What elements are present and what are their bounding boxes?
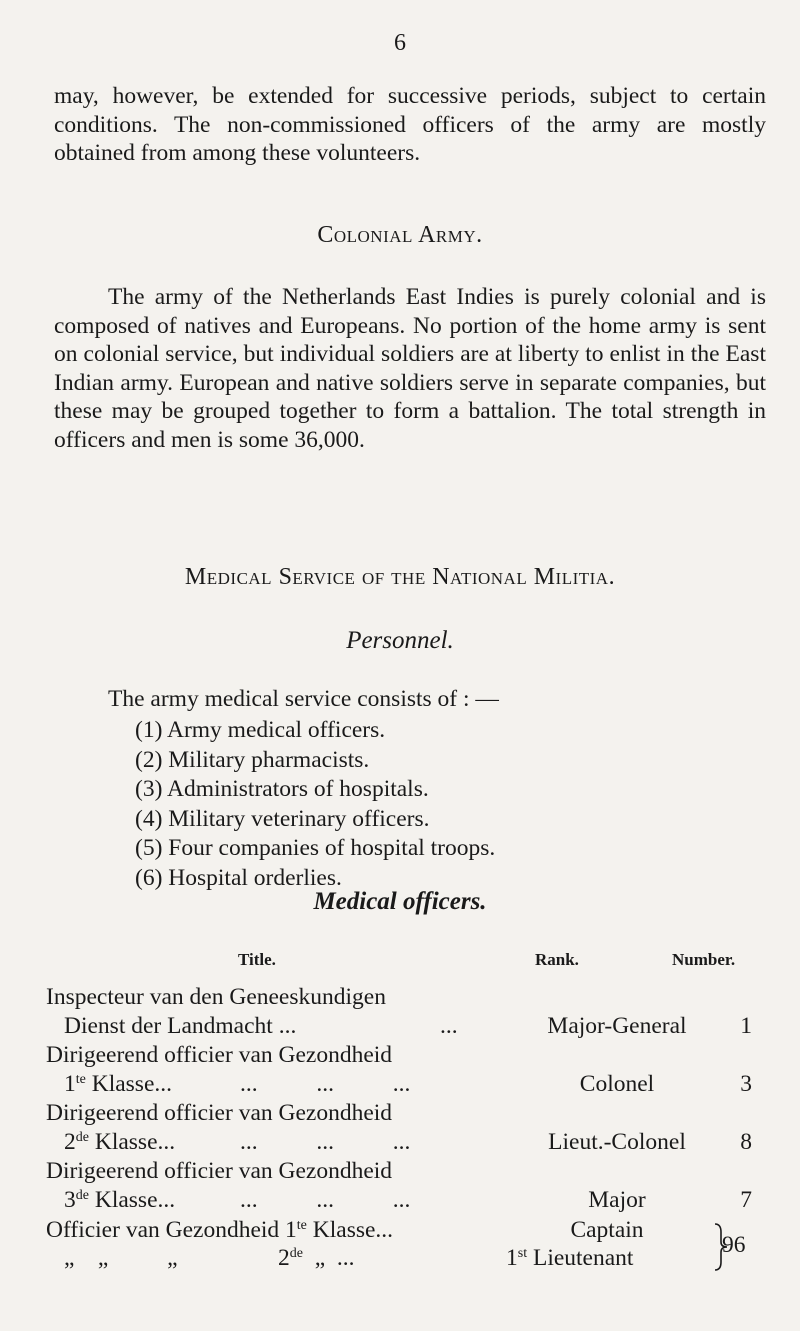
list-item: (1) Army medical officers. <box>135 717 386 743</box>
row-title-ditto: „ „ „ <box>64 1245 178 1271</box>
row-rank: Major <box>588 1187 646 1213</box>
row-number: 8 <box>740 1129 752 1155</box>
colonial-army-paragraph: The army of the Netherlands East Indies is purely colonial and is composed of natives and Europeans. No portion of the home army is sent on colonial service, but individual soldiers are at liberty to enlist in the East Indian army. European and native soldiers serve in separate companies, but these may be grouped together to form a battalion. The total strength in officers and men is some 36,000. <box>54 284 766 453</box>
row-title: Officier van Gezondheid $1^{te}$ Klasse... <box>46 1217 394 1243</box>
row-dots: ... ... ... <box>240 1129 411 1155</box>
row-title-line1: Dirigeerend officier van Gezondheid <box>46 1100 393 1126</box>
column-header-number: Number. <box>672 950 736 969</box>
row-rank: Lieut.-Colonel <box>548 1129 686 1155</box>
row-title-grade: 2de „ ... <box>278 1245 355 1271</box>
list-item: (2) Military pharmacists. <box>135 746 370 773</box>
row-rank: 1st Lieutenant <box>506 1245 634 1271</box>
row-title-line2: Dienst der Landmacht ... <box>64 1013 297 1039</box>
colonial-army-heading: Colonial Army. <box>317 222 483 248</box>
row-title-line1: Dirigeerend officier van Gezondheid <box>46 1042 393 1068</box>
row-dots: ... ... ... <box>240 1071 411 1097</box>
list-item: (4) Military veterinary officers. <box>135 805 430 832</box>
row-title-line2: 3de Klasse... <box>64 1187 176 1213</box>
row-title-line1: Dirigeerend officier van Gezondheid <box>46 1158 393 1184</box>
row-dots: ... ... ... <box>240 1187 411 1213</box>
row-rank: Major-General <box>547 1013 687 1039</box>
page-number: 6 <box>394 30 406 56</box>
medical-service-heading: Medical Service of the National Militia. <box>184 564 616 590</box>
personnel-subheading: Personnel. <box>346 627 454 654</box>
column-header-title: Title. <box>238 950 276 969</box>
list-item: (3) Administrators of hospitals. <box>135 776 429 802</box>
medical-service-intro: The army medical service consists of : — <box>108 686 499 712</box>
row-number: 3 <box>740 1071 752 1097</box>
intro-paragraph: may, however, be extended for successive periods, subject to certain conditions. The non-commissioned officers of the army are mostly obtained from among these volunteers. <box>54 83 766 166</box>
row-rank: Captain <box>570 1217 644 1243</box>
list-item: (5) Four companies of hospital troops. <box>135 835 496 861</box>
grouped-number: 96 <box>722 1232 746 1258</box>
row-rank: Colonel <box>579 1071 655 1097</box>
list-item: (6) Hospital orderlies. <box>135 864 342 891</box>
row-dots: ... <box>440 1013 458 1039</box>
column-header-rank: Rank. <box>535 950 579 969</box>
medical-officers-heading: Medical officers. <box>313 888 487 915</box>
row-title-line1: Inspecteur van den Geneeskundigen <box>46 984 386 1010</box>
row-title-line2: 2de Klasse... <box>64 1129 176 1155</box>
row-title-line2: $1^{te}$ Klasse... <box>64 1071 173 1097</box>
row-number: 7 <box>740 1187 752 1213</box>
personnel-list <box>135 716 495 893</box>
row-number: 1 <box>740 1013 752 1039</box>
